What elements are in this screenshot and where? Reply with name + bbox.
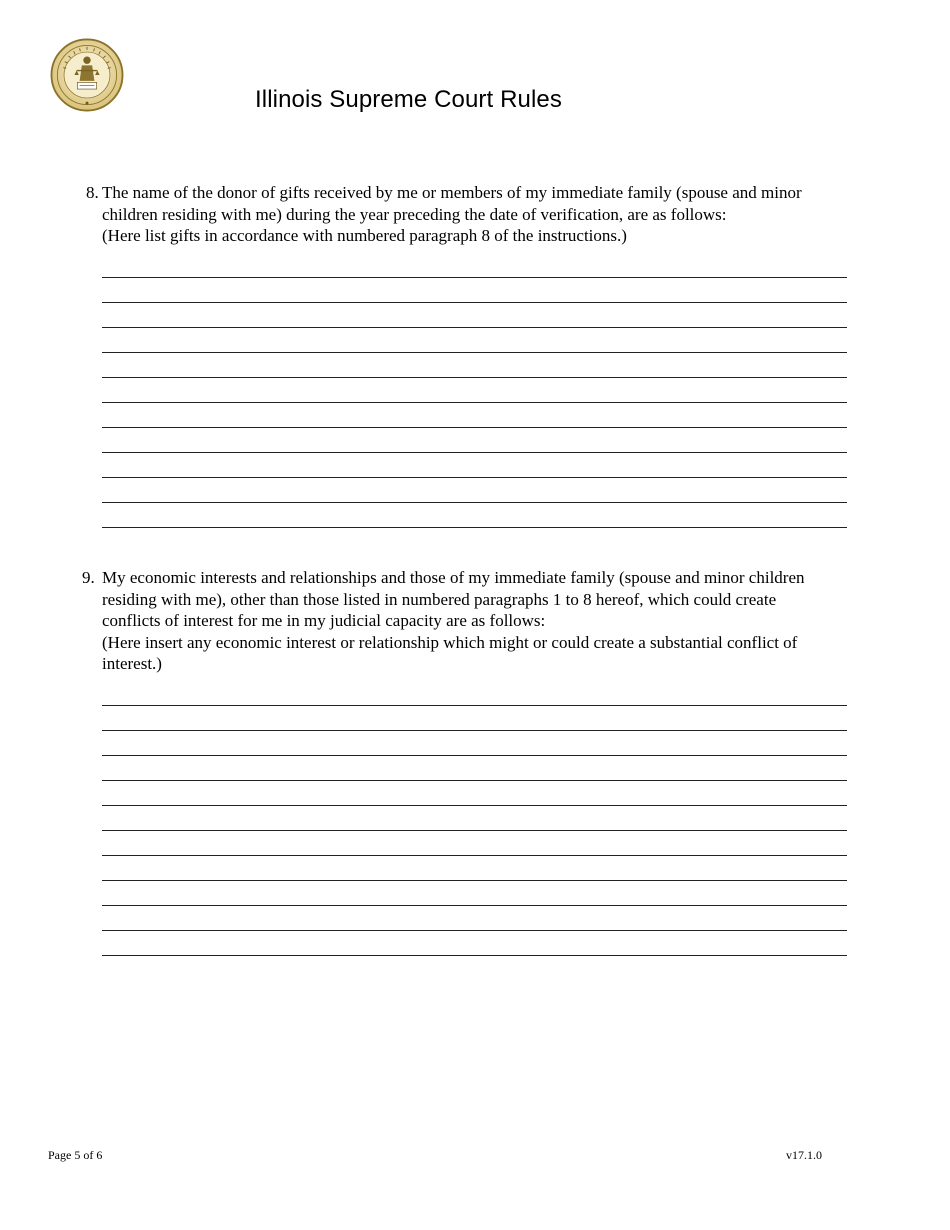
answer-line[interactable] — [102, 706, 847, 731]
answer-line[interactable] — [102, 831, 847, 856]
item-8-instruction: (Here list gifts in accordance with numbered paragraph 8 of the instructions.) — [102, 226, 627, 245]
answer-line[interactable] — [102, 403, 847, 428]
court-seal-icon — [50, 38, 124, 112]
answer-line[interactable] — [102, 881, 847, 906]
answer-line[interactable] — [102, 428, 847, 453]
item-9-paragraph: My economic interests and relationships and those of my immediate family (spouse and minor children residing with me), other than those listed in numbered paragraphs 1 to 8 hereof, which could create conflicts of interest for me in my judicial capacity are as follows: — [102, 568, 805, 630]
answer-line[interactable] — [102, 503, 847, 528]
answer-line[interactable] — [102, 453, 847, 478]
answer-line[interactable] — [102, 806, 847, 831]
item-8-number: 8. — [86, 183, 99, 202]
answer-line[interactable] — [102, 856, 847, 881]
answer-line[interactable] — [102, 931, 847, 956]
item-8-paragraph: The name of the donor of gifts received by me or members of my immediate family (spouse and minor children residing with me) during the year preceding the date of verification, are as follows: — [102, 183, 802, 224]
item-9-number: 9. — [82, 568, 95, 587]
answer-line[interactable] — [102, 353, 847, 378]
version-label: v17.1.0 — [786, 1148, 822, 1162]
answer-line[interactable] — [102, 278, 847, 303]
answer-line[interactable] — [102, 681, 847, 706]
answer-line[interactable] — [102, 328, 847, 353]
answer-line[interactable] — [102, 478, 847, 503]
answer-line[interactable] — [102, 906, 847, 931]
answer-line[interactable] — [102, 253, 847, 278]
page-title: Illinois Supreme Court Rules — [255, 86, 562, 113]
answer-line[interactable] — [102, 781, 847, 806]
answer-line[interactable] — [102, 731, 847, 756]
item-8-text — [102, 182, 850, 247]
item-9-instruction: (Here insert any economic interest or relationship which might or could create a substantial conflict of interest.) — [102, 632, 798, 673]
page-number: Page 5 of 6 — [48, 1148, 103, 1162]
answer-line[interactable] — [102, 378, 847, 403]
answer-line[interactable] — [102, 756, 847, 781]
item-9-text — [102, 567, 817, 675]
answer-line[interactable] — [102, 303, 847, 328]
item-9-answer-lines — [102, 681, 847, 956]
item-8-answer-lines — [102, 253, 847, 528]
